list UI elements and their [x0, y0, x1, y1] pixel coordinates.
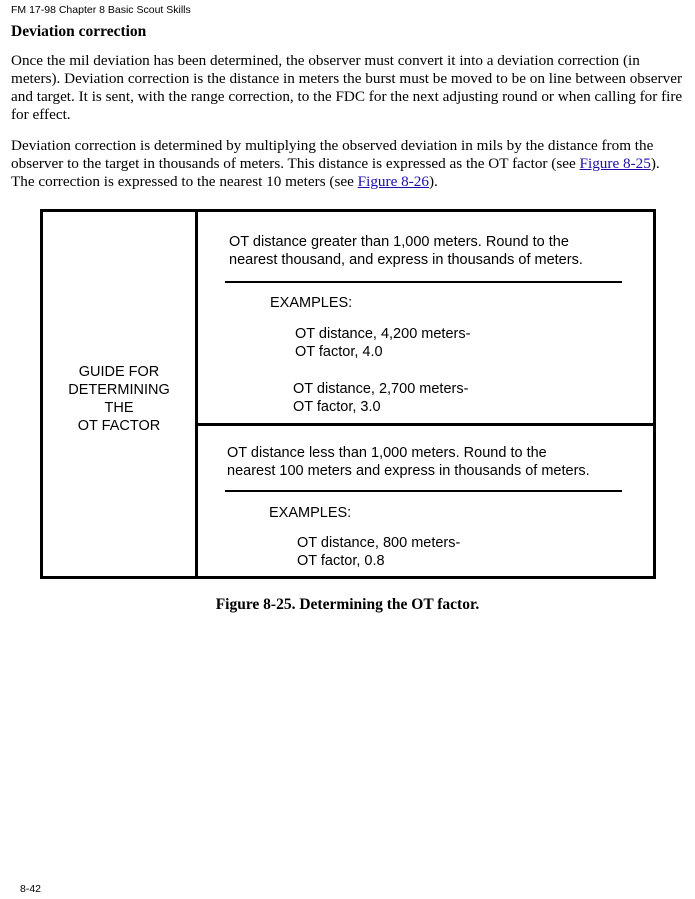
running-header: FM 17-98 Chapter 8 Basic Scout Skills — [11, 4, 191, 16]
example-entry — [293, 380, 468, 416]
examples-label: EXAMPLES: — [270, 295, 353, 311]
rule-text — [227, 444, 627, 480]
guide-label-line: OT FACTOR — [77, 418, 161, 434]
example-factor: OT factor, 4.0 — [295, 344, 383, 360]
paragraph-text: ). — [428, 173, 438, 190]
example-factor: OT factor, 3.0 — [293, 399, 381, 415]
divider-line — [225, 281, 622, 283]
guide-label-line: GUIDE FOR — [78, 364, 160, 380]
divider-line — [225, 490, 622, 492]
example-distance: OT distance, 800 meters- — [297, 535, 461, 551]
example-distance: OT distance, 2,700 meters- — [293, 381, 469, 397]
greater-than-1000-cell — [198, 212, 653, 426]
less-than-1000-cell — [198, 426, 653, 576]
paragraph-deviation-correction: Once the mil deviation has been determined, the observer must convert it into a deviation correction (in meters). Deviation correction is the distance in meters the burst must be moved to be on line between observer and target. It is sent, with the range correction, to the FDC for the next adjusting round or when calling for fire for effect. — [11, 52, 683, 123]
example-entry — [297, 534, 460, 570]
rule-line: nearest 100 meters and express in thousands of meters. — [227, 463, 590, 479]
guide-label-line: DETERMINING — [68, 382, 170, 398]
figure-8-26-link[interactable]: Figure 8-26 — [357, 173, 429, 190]
figure-caption: Figure 8-25. Determining the OT factor. — [215, 596, 480, 613]
paragraph-ot-factor — [11, 137, 683, 191]
guide-label-line: THE — [104, 400, 134, 416]
paragraph-text: ). The correction is expressed to the nearest 10 meters (see — [11, 155, 660, 190]
rule-line: OT distance less than 1,000 meters. Round to the — [227, 445, 547, 461]
guide-label — [43, 363, 195, 435]
ot-factor-figure — [40, 209, 656, 579]
example-factor: OT factor, 0.8 — [297, 553, 385, 569]
figure-8-25-link[interactable]: Figure 8-25 — [579, 155, 651, 172]
page-number: 8-42 — [20, 883, 42, 895]
rule-text — [229, 233, 629, 269]
example-entry — [295, 325, 470, 361]
rule-line: nearest thousand, and express in thousands of meters. — [229, 252, 583, 268]
rule-line: OT distance greater than 1,000 meters. Round to the — [229, 234, 569, 250]
example-distance: OT distance, 4,200 meters- — [295, 326, 471, 342]
section-title: Deviation correction — [11, 23, 147, 40]
paragraph-text: Deviation correction is determined by multiplying the observed deviation in mils by the distance from the observer to the target in thousands of meters. This distance is expressed as the OT factor (see — [11, 137, 654, 172]
guide-cell — [43, 212, 198, 576]
examples-label: EXAMPLES: — [269, 505, 352, 521]
